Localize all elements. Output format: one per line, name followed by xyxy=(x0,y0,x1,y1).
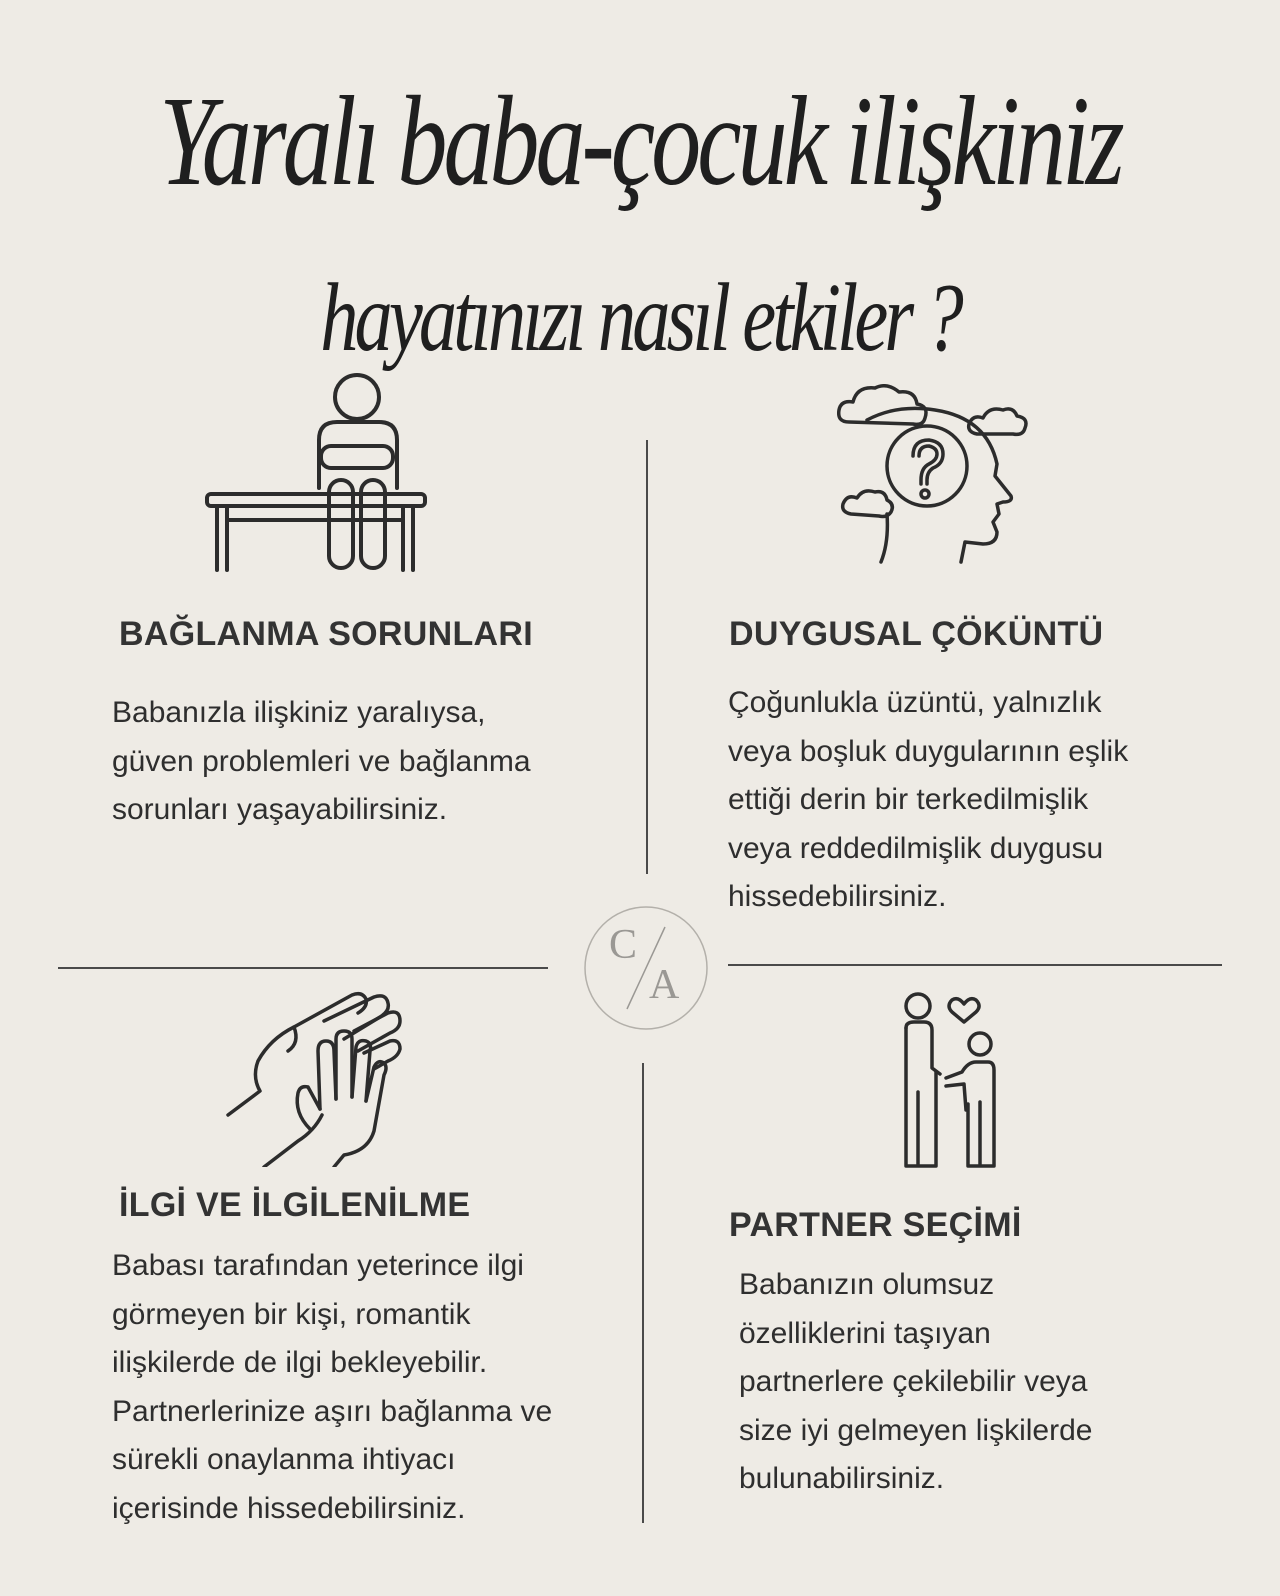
section-text-partner-choice: Babanızın olumsuz özelliklerini taşıyan partnerlere çekilebilir veya size iyi gelmeyen lişkilerde bulunabilirsiniz. xyxy=(739,1268,1093,1495)
logo-circle-icon xyxy=(583,905,709,1031)
section-text-attention: Babası tarafından yeterince ilgi görmeyen bir kişi, romantik ilişkilerde de ilgi bekleyebilir. Partnerlerinize aşırı bağlanma ve sürekli onaylanma ihtiyacı içerisinde hissedebilirsiniz. xyxy=(112,1249,553,1525)
section-heading-attachment: BAĞLANMA SORUNLARI xyxy=(119,615,533,653)
section-heading-partner-choice: PARTNER SEÇİMİ xyxy=(729,1206,1022,1244)
father-and-child-heart-icon xyxy=(900,992,1000,1168)
logo-letter-a: A xyxy=(649,962,680,1008)
head-with-question-mark-icon xyxy=(837,384,1037,574)
section-heading-attention: İLGİ VE İLGİLENİLME xyxy=(119,1186,471,1224)
title-line-2: hayatınızı nasıl etkiler ? xyxy=(320,264,960,372)
section-text-attachment: Babanızla ilişkiniz yaralıysa, güven problemleri ve bağlanma sorunları yaşayabilirsiniz. xyxy=(112,696,531,826)
section-text-emotional-collapse: Çoğunlukla üzüntü, yalnızlık veya boşluk duygularının eşlik ettiği derin bir terkedilmişlik veya reddedilmişlik duygusu hissedebilirsiniz. xyxy=(728,686,1129,913)
title-line-1: Yaralı baba-çocuk ilişkiniz xyxy=(159,70,1121,212)
horizontal-divider-left xyxy=(58,967,548,969)
vertical-divider-top xyxy=(646,440,648,874)
horizontal-divider-right xyxy=(728,964,1222,966)
vertical-divider-bottom xyxy=(642,1063,644,1523)
section-heading-emotional-collapse: DUYGUSAL ÇÖKÜNTÜ xyxy=(729,615,1104,653)
ca-logo xyxy=(583,905,709,1031)
person-on-bench-icon xyxy=(203,368,429,578)
adult-and-child-hands-icon xyxy=(224,991,410,1167)
logo-letter-c: C xyxy=(609,922,638,968)
